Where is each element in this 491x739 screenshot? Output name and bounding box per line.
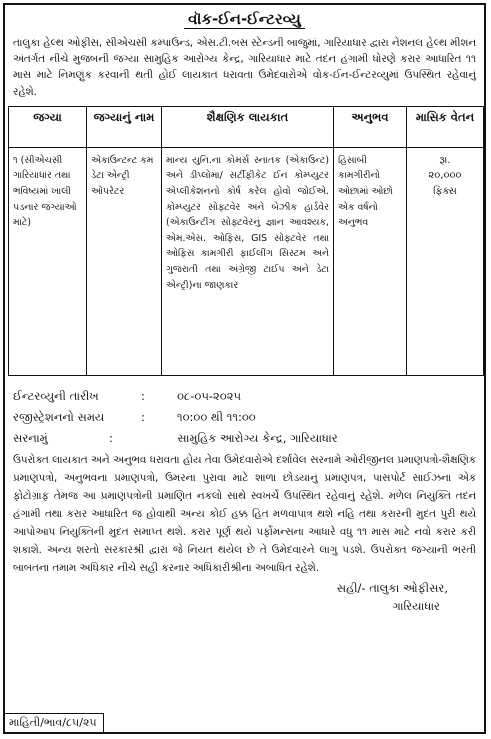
notice-page [3,3,486,734]
notice-title: વૉક-ઈન-ઈન્ટરવ્યુ [5,5,484,30]
cell-qualification: માન્ય યુનિ.ના કોમર્સ સ્નાતક (એકાઉન્ટ) અને ડીપ્લોમા/ સર્ટીફીકેટ ઈન કોમ્પ્યુટર એપ્લીકેશનનો કોર્ષ કરેલ હોવો જોઈએ. કોમ્પ્યુટર સોફ્ટવેર અને બેઝીક હાર્ડવેર (એકાઉન્ટીંગ સોફ્ટવેરનું જ્ઞાન આવશ્યક, એમ.એસ. ઓફિસ, GIS સોફ્ટવેર તથા ઓફિસ કામગીરી ફાઈલીંગ સિસ્ટમ અને ગુજરાતી તથા અંગ્રેજી ટાઈપ અને ડેટા એન્ટ્રી)ના જાણકાર [162,147,334,375]
header-post-name: જગ્યાનું નામ [87,106,162,147]
signature-line-1: સહી/- તાલુકા ઓફીસર, [336,581,448,596]
separator: : [141,410,145,425]
cell-post-name: એકાઉન્ટન્ટ કમ ડેટા એન્ટ્રી ઓપરેટર [87,147,162,375]
header-experience: અનુભવ [334,106,407,147]
separator: : [141,389,145,404]
cell-post: ૧ (સીએચસી ગારિયાધાર તથા ભવિષ્યમાં ખાલી પડનાર જગ્યાઓ માટે) [9,147,87,375]
vacancy-table [8,106,484,376]
venue-value: સામુહિક આરોગ્ય કેન્દ્ર, ગારિયાધાર [177,430,338,445]
venue-label: સરનામું [13,430,48,445]
header-qualification: શૈક્ષણિક લાયકાત [162,106,334,147]
table-row [9,147,484,375]
venue-row [13,428,476,449]
separator: : [109,431,113,446]
interview-details [13,386,476,449]
interview-date-label: ઈન્ટરવ્યુની તારીખ [13,388,99,403]
terms-paragraph: ઉપરોક્ત લાયકાત અને અનુભવ ધરાવતા હોય તેવા ઉમેદવારોએ દર્શાવેલ સરનામે ઓરીજીનલ પ્રમાણપત્રો-શૈક્ષણિક પ્રમાણપત્રો, અનુભવના પ્રમાણપત્રો, ઉમરના પુરાવા માટે શાળા છોડયાનું પ્રમાણપત્ર, પાસપોર્ટ સાઈઝના એક ફોટોગ્રાફ તેમજ આ પ્રમાણપત્રોની પ્રમાણિત નકલો સાથે સ્વખર્ચે ઉપસ્થિત રહેવાનું રહેશે. મળેલ નિયુક્તિ તદન હંગામી તથા કરાર આધારિત જ હોવાથી અન્ય કોઈ હક્ક હિત મળવાપાત્ર થશે નહિ તથા કરારની મુદત પુરી થયે આપોઆપ નિયુક્તિની મુદત સમાપ્ત થશે. કરાર પૂર્ણ થયે પર્ફોમન્સના આધારે વધુ ૧૧ માસ માટે નવો કરાર કરી શકાશે. અન્ય શરતો સરકારશ્રી દ્વારા જે નિયત થયેલ છે તે ઉમેદવારને લાગુ પડશે. ઉપરોક્ત જગ્યાની ભરતી બાબતના તમામ અધિકાર નીચે સહી કરનાર અધિકારીશ્રીના અબાધિત રહેશે. [13,453,476,575]
table-header-row [9,106,484,147]
interview-date-row [13,386,476,407]
reference-number: માહિતી/ભાવ/૮૫/૨૫ [5,713,104,732]
signature-line-2: ગારિયાધાર [392,599,440,614]
registration-time-value: ૧૦:૦૦ થી ૧૧:૦૦ [177,409,256,424]
salary-amount: ૨૦,૦૦૦ [428,170,462,182]
header-salary: માસિક વેતન [407,106,484,147]
interview-date-value: ૦૮-૦૫-૨૦૨૫ [177,388,242,403]
intro-paragraph: તાલુકા હેલ્થ ઓફીસ, સીએચસી કમ્પાઉન્ડ, એસ.ટી.બસ સ્ટેન્ડની બાજુમાં, ગારિયાધાર દ્વારા નેશનલ હેલ્થ મીશન અંતર્ગત નીચે મુજબની જગ્યા સામુહિક આરોગ્ય કેન્દ્ર, ગારિયાધાર માટે તદન હંગામી ધોરણે કરાર આધારિત ૧૧ માસ માટે નિમણુંક કરવાની થતી હોઈ લાયકાત ધરાવતા ઉમેદવારોએ વોક-ઈન-ઈન્ટરવ્યુમાં ઉપસ્થિત રહેવાનું રહેશે. [13,37,476,98]
header-post: જગ્યા [9,106,87,147]
salary-type: ફિક્સ [433,186,457,197]
registration-time-row [13,407,476,428]
signature-block [5,579,448,615]
cell-salary [407,147,484,375]
salary-currency: રૂા. [439,154,451,166]
cell-experience: હિસાબી કામગીરીનો ઓછામાં ઓછો એક વર્ષનો અનુભવ [334,147,407,375]
registration-time-label: રજીસ્ટ્રેશનનો સમય [13,409,105,424]
